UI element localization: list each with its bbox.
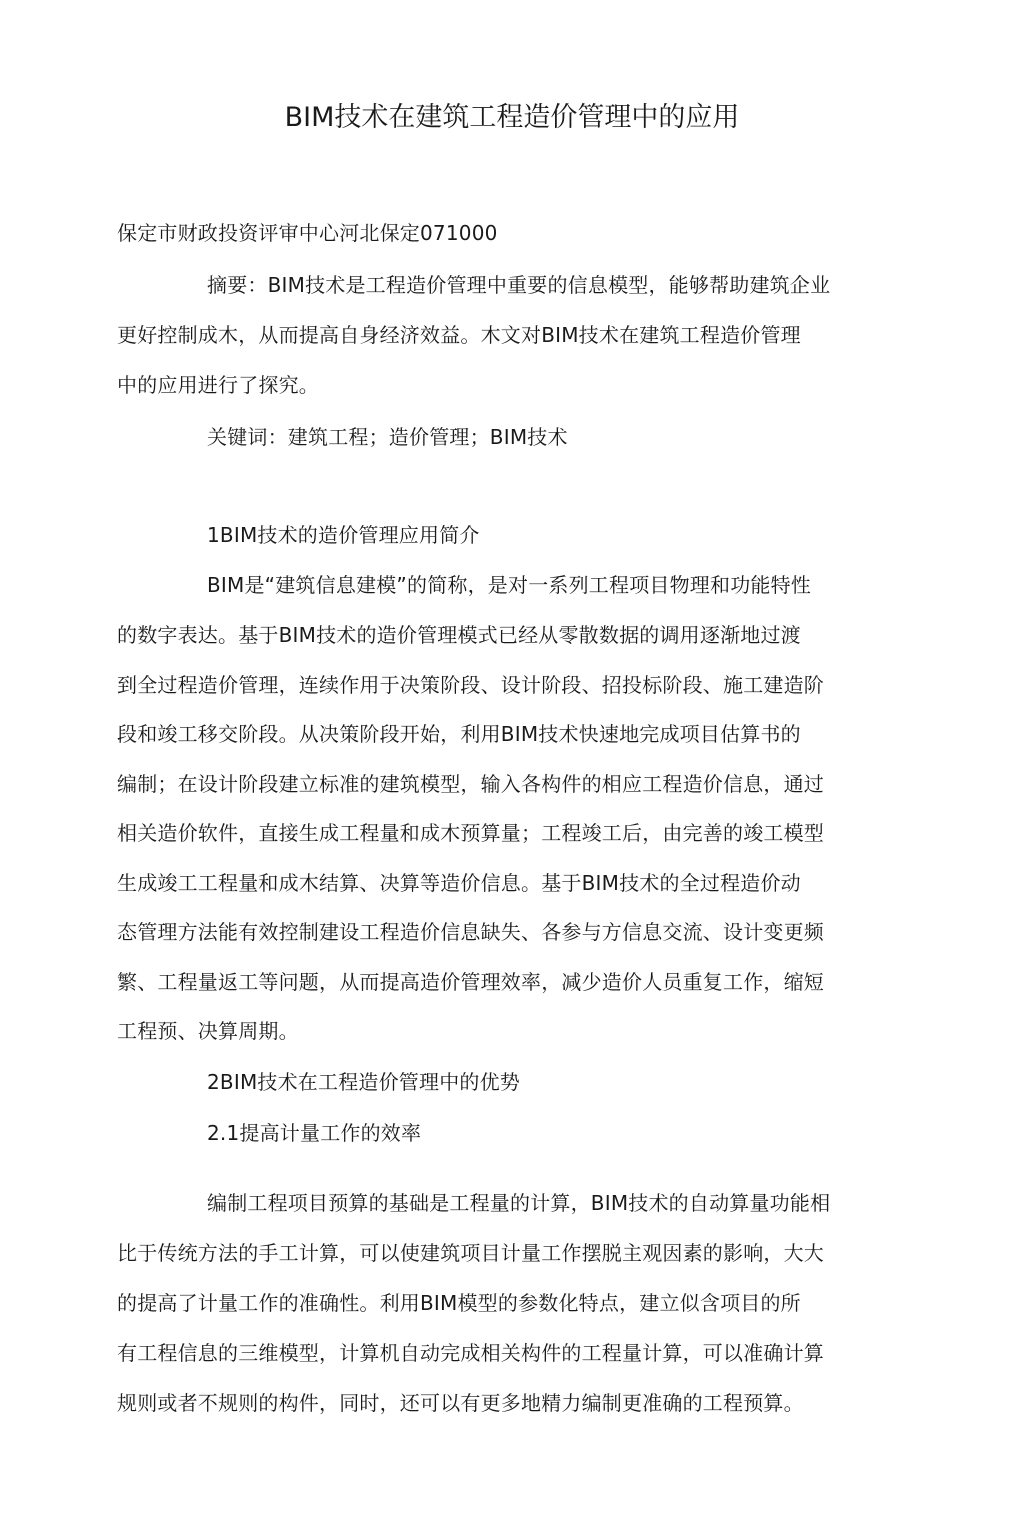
abstract-line-3: 中的应用进行了探究。 xyxy=(117,373,319,397)
section1-line-6: 相关造价软件，直接生成工程量和成木预算量；工程竣工后，由完善的竣工模型 xyxy=(117,821,824,845)
section1-heading: 1BIM技术的造价管理应用简介 xyxy=(207,523,480,547)
section1-line-3: 到全过程造价管理，连续作用于决策阶段、设计阶段、招投标阶段、施工建造阶 xyxy=(117,673,824,697)
section1-line-4: 段和竣工移交阶段。从决策阶段开始，利用BIM技术快速地完成项目估算书的 xyxy=(117,722,801,746)
keywords: 关键词：建筑工程；造价管理；BIM技术 xyxy=(207,425,568,449)
section1-line-9: 繁、工程量返工等问题，从而提高造价管理效率，减少造价人员重复工作，缩短 xyxy=(117,970,824,994)
section1-line-8: 态管理方法能有效控制建设工程造价信息缺失、各参与方信息交流、设计变更频 xyxy=(117,920,824,944)
section2-line-4: 有工程信息的三维模型，计算机自动完成相关构件的工程量计算，可以准确计算 xyxy=(117,1341,824,1365)
section1-line-5: 编制；在设计阶段建立标准的建筑模型，输入各构件的相应工程造价信息，通过 xyxy=(117,772,824,796)
section1-line-7: 生成竣工工程量和成木结算、决算等造价信息。基于BIM技术的全过程造价动 xyxy=(117,871,801,895)
section2-heading: 2BIM技术在工程造价管理中的优势 xyxy=(207,1070,520,1094)
abstract-line-2: 更好控制成木，从而提高自身经济效益。木文对BIM技术在建筑工程造价管理 xyxy=(117,323,801,347)
section2-line-3: 的提高了计量工作的准确性。利用BIM模型的参数化特点，建立似含项目的所 xyxy=(117,1291,801,1315)
document-title: BIM技术在建筑工程造价管理中的应用 xyxy=(284,102,740,133)
abstract-line-1: 摘要：BIM技术是工程造价管理中重要的信息模型，能够帮助建筑企业 xyxy=(207,273,831,297)
section2-line-5: 规则或者不规则的构件，同时，还可以有更多地精力编制更准确的工程预算。 xyxy=(117,1391,804,1415)
section2-subheading: 2.1提高计量工作的效率 xyxy=(207,1121,422,1145)
section1-line-1: BIM是“建筑信息建模”的简称，是对一系列工程项目物理和功能特性 xyxy=(207,573,811,597)
section2-line-1: 编制工程项目预算的基础是工程量的计算，BIM技术的自动算量功能相 xyxy=(207,1191,831,1215)
section1-line-2: 的数字表达。基于BIM技术的造价管理模式已经从零散数据的调用逐渐地过渡 xyxy=(117,623,801,647)
section1-line-10: 工程预、决算周期。 xyxy=(117,1019,299,1043)
section2-line-2: 比于传统方法的手工计算，可以使建筑项目计量工作摆脱主观因素的影响，大大 xyxy=(117,1241,824,1265)
affiliation: 保定市财政投资评审中心河北保定071000 xyxy=(117,221,498,245)
